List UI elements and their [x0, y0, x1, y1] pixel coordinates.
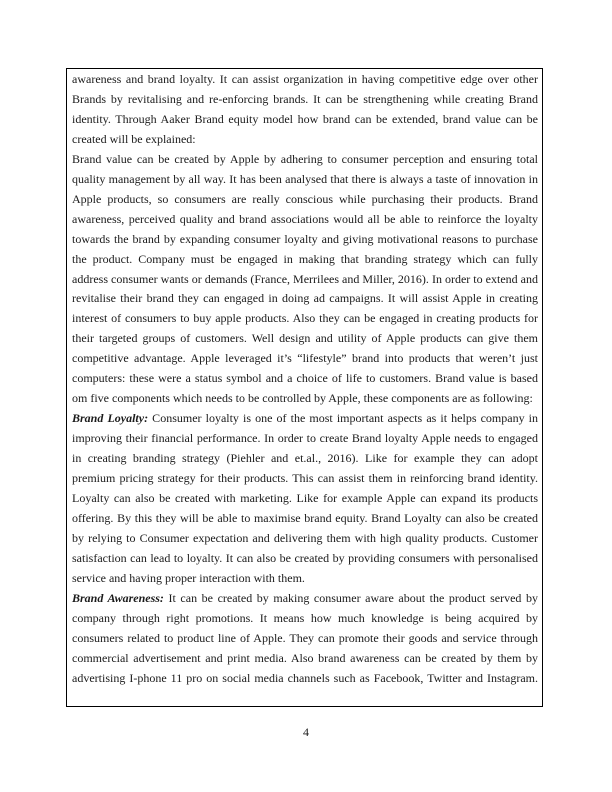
term-heading: Brand Loyalty:: [72, 411, 149, 426]
paragraph-text: It can be created by making consumer aware about the product served by company through right promotions. It means how much knowledge is being acquired by consumers related to product line of Apple. They can promote their goods and service through commercial advertisement and print media. Also brand awareness can be created by them by advertising I-phone 11 pro on social media channels such as Facebook, Twitter and Instagram.: [72, 590, 538, 685]
paragraph-brand-awareness: [72, 589, 538, 689]
paragraph-text: Brand value can be created by Apple by adhering to consumer perception and ensuring total quality management by all way. It has been analysed that there is always a taste of innovation in Apple products, so consumers are really conscious while purchasing their products. Brand awareness, perceived quality and brand associations would all be able to reinforce the loyalty towards the brand by expanding consumer loyalty and giving motivational reasons to purchase the product. Company must be engaged in making that branding strategy which can fully address consumer wants or demands (France, Merrilees and Miller, 2016). In order to extend and revitalise their brand they can engaged in doing ad campaigns. It will assist Apple in creating interest of consumers to buy apple products. Also they can be engaged in creating products for their targeted groups of customers. Well design and utility of Apple products can give them competitive advantage. Apple leveraged it’s “lifestyle” brand into products that weren’t just computers: these were a status symbol and a choice of life to customers. Brand value is based om five components which needs to be controlled by Apple, these components are as following:: [72, 151, 538, 406]
paragraph-brand-loyalty: [72, 409, 538, 589]
paragraph-text: awareness and brand loyalty. It can assist organization in having competitive edge over other Brands by revitalising and re-enforcing brands. It can be strengthening while creating Brand identity. Through Aaker Brand equity model how brand can be extended, brand value can be created will be explained:: [72, 72, 538, 146]
paragraph-text: Consumer loyalty is one of the most important aspects as it helps company in improving their financial performance. In order to create Brand loyalty Apple needs to engaged in creating branding strategy (Piehler and et.al., 2016). Like for example they can adopt premium pricing strategy for their products. This can assist them in reinforcing brand identity. Loyalty can also be created with marketing. Like for example Apple can expand its products offering. By this they will be able to maximise brand equity. Brand Loyalty can also be created by relying to Consumer expectation and delivering them with high quality products. Customer satisfaction can lead to loyalty. It can also be created by providing consumers with personalised service and having proper interaction with them.: [72, 411, 538, 585]
page-number: 4: [303, 725, 309, 739]
paragraph-intro-continued: [72, 70, 538, 150]
content-box: [66, 68, 543, 707]
term-heading: Brand Awareness:: [72, 590, 164, 605]
paragraph-brand-value: [72, 150, 538, 409]
